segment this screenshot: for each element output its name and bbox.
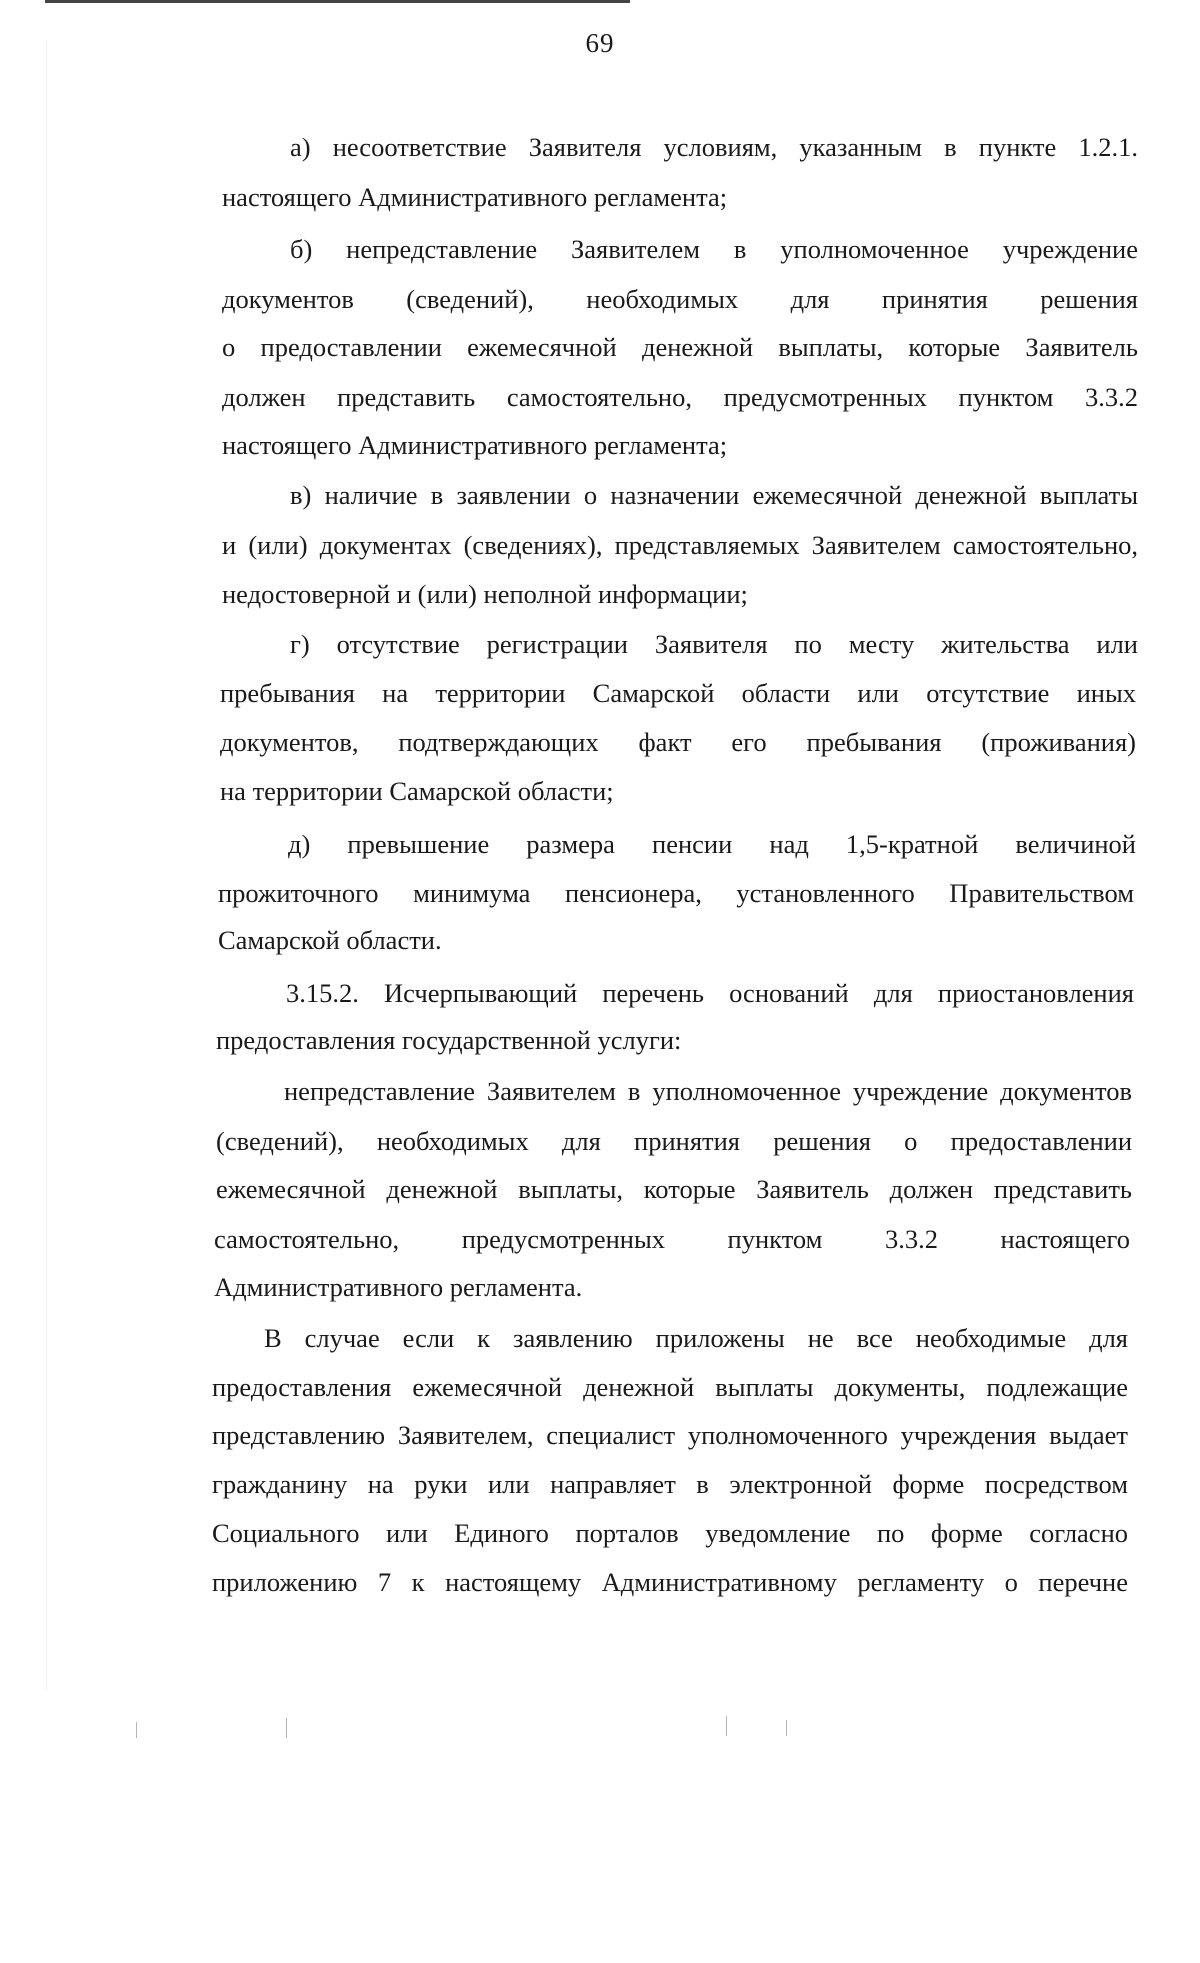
text-line: документов (сведений), необходимых для принятия решения (222, 284, 1138, 314)
text-line: на территории Самарской области; (220, 776, 614, 806)
text-line: предоставления ежемесячной денежной выплаты документы, подлежащие (212, 1372, 1128, 1402)
text-line: Социального или Единого порталов уведомление по форме согласно (212, 1518, 1128, 1548)
text-line: В случае если к заявлению приложены не все необходимые для (264, 1323, 1128, 1353)
text-line: а) несоответствие Заявителя условиям, указанным в пункте 1.2.1. (290, 132, 1138, 162)
text-line: самостоятельно, предусмотренных пунктом 3.3.2 настоящего (214, 1224, 1130, 1254)
text-line: представлению Заявителем, специалист уполномоченного учреждения выдает (212, 1420, 1128, 1450)
text-line: непредставление Заявителем в уполномоченное учреждение документов (284, 1076, 1132, 1106)
scan-edge-shadow (46, 40, 47, 1690)
text-line: пребывания на территории Самарской области или отсутствие иных (220, 678, 1136, 708)
page-number: 69 (585, 28, 615, 58)
text-line: должен представить самостоятельно, предусмотренных пунктом 3.3.2 (222, 382, 1138, 412)
scan-mark (136, 1722, 137, 1738)
text-line: документов, подтверждающих факт его пребывания (проживания) (220, 727, 1136, 757)
scan-mark (786, 1720, 787, 1736)
text-line: недостоверной и (или) неполной информации; (222, 579, 748, 609)
text-line: предоставления государственной услуги: (216, 1025, 682, 1055)
text-line: настоящего Административного регламента; (222, 182, 728, 212)
scan-mark (286, 1718, 287, 1738)
text-line: 3.15.2. Исчерпывающий перечень оснований для приостановления (286, 978, 1134, 1008)
text-line: и (или) документах (сведениях), представляемых Заявителем самостоятельно, (222, 530, 1138, 560)
scan-mark (726, 1716, 727, 1736)
text-line: настоящего Административного регламента; (222, 430, 728, 460)
text-line: г) отсутствие регистрации Заявителя по месту жительства или (290, 629, 1138, 659)
text-line: приложению 7 к настоящему Административному регламенту о перечне (212, 1567, 1128, 1597)
text-line: ежемесячной денежной выплаты, которые Заявитель должен представить (216, 1174, 1132, 1204)
text-line: (сведений), необходимых для принятия решения о предоставлении (216, 1126, 1132, 1156)
top-border-rule (45, 0, 630, 3)
text-line: б) непредставление Заявителем в уполномоченное учреждение (290, 234, 1138, 264)
text-line: прожиточного минимума пенсионера, установленного Правительством (218, 878, 1134, 908)
text-line: д) превышение размера пенсии над 1,5-кратной величиной (288, 829, 1136, 859)
text-line: Самарской области. (218, 925, 442, 955)
text-line: о предоставлении ежемесячной денежной выплаты, которые Заявитель (222, 332, 1138, 362)
text-line: в) наличие в заявлении о назначении ежемесячной денежной выплаты (290, 480, 1138, 510)
text-line: гражданину на руки или направляет в электронной форме посредством (212, 1469, 1128, 1499)
text-line: Административного регламента. (214, 1272, 583, 1302)
